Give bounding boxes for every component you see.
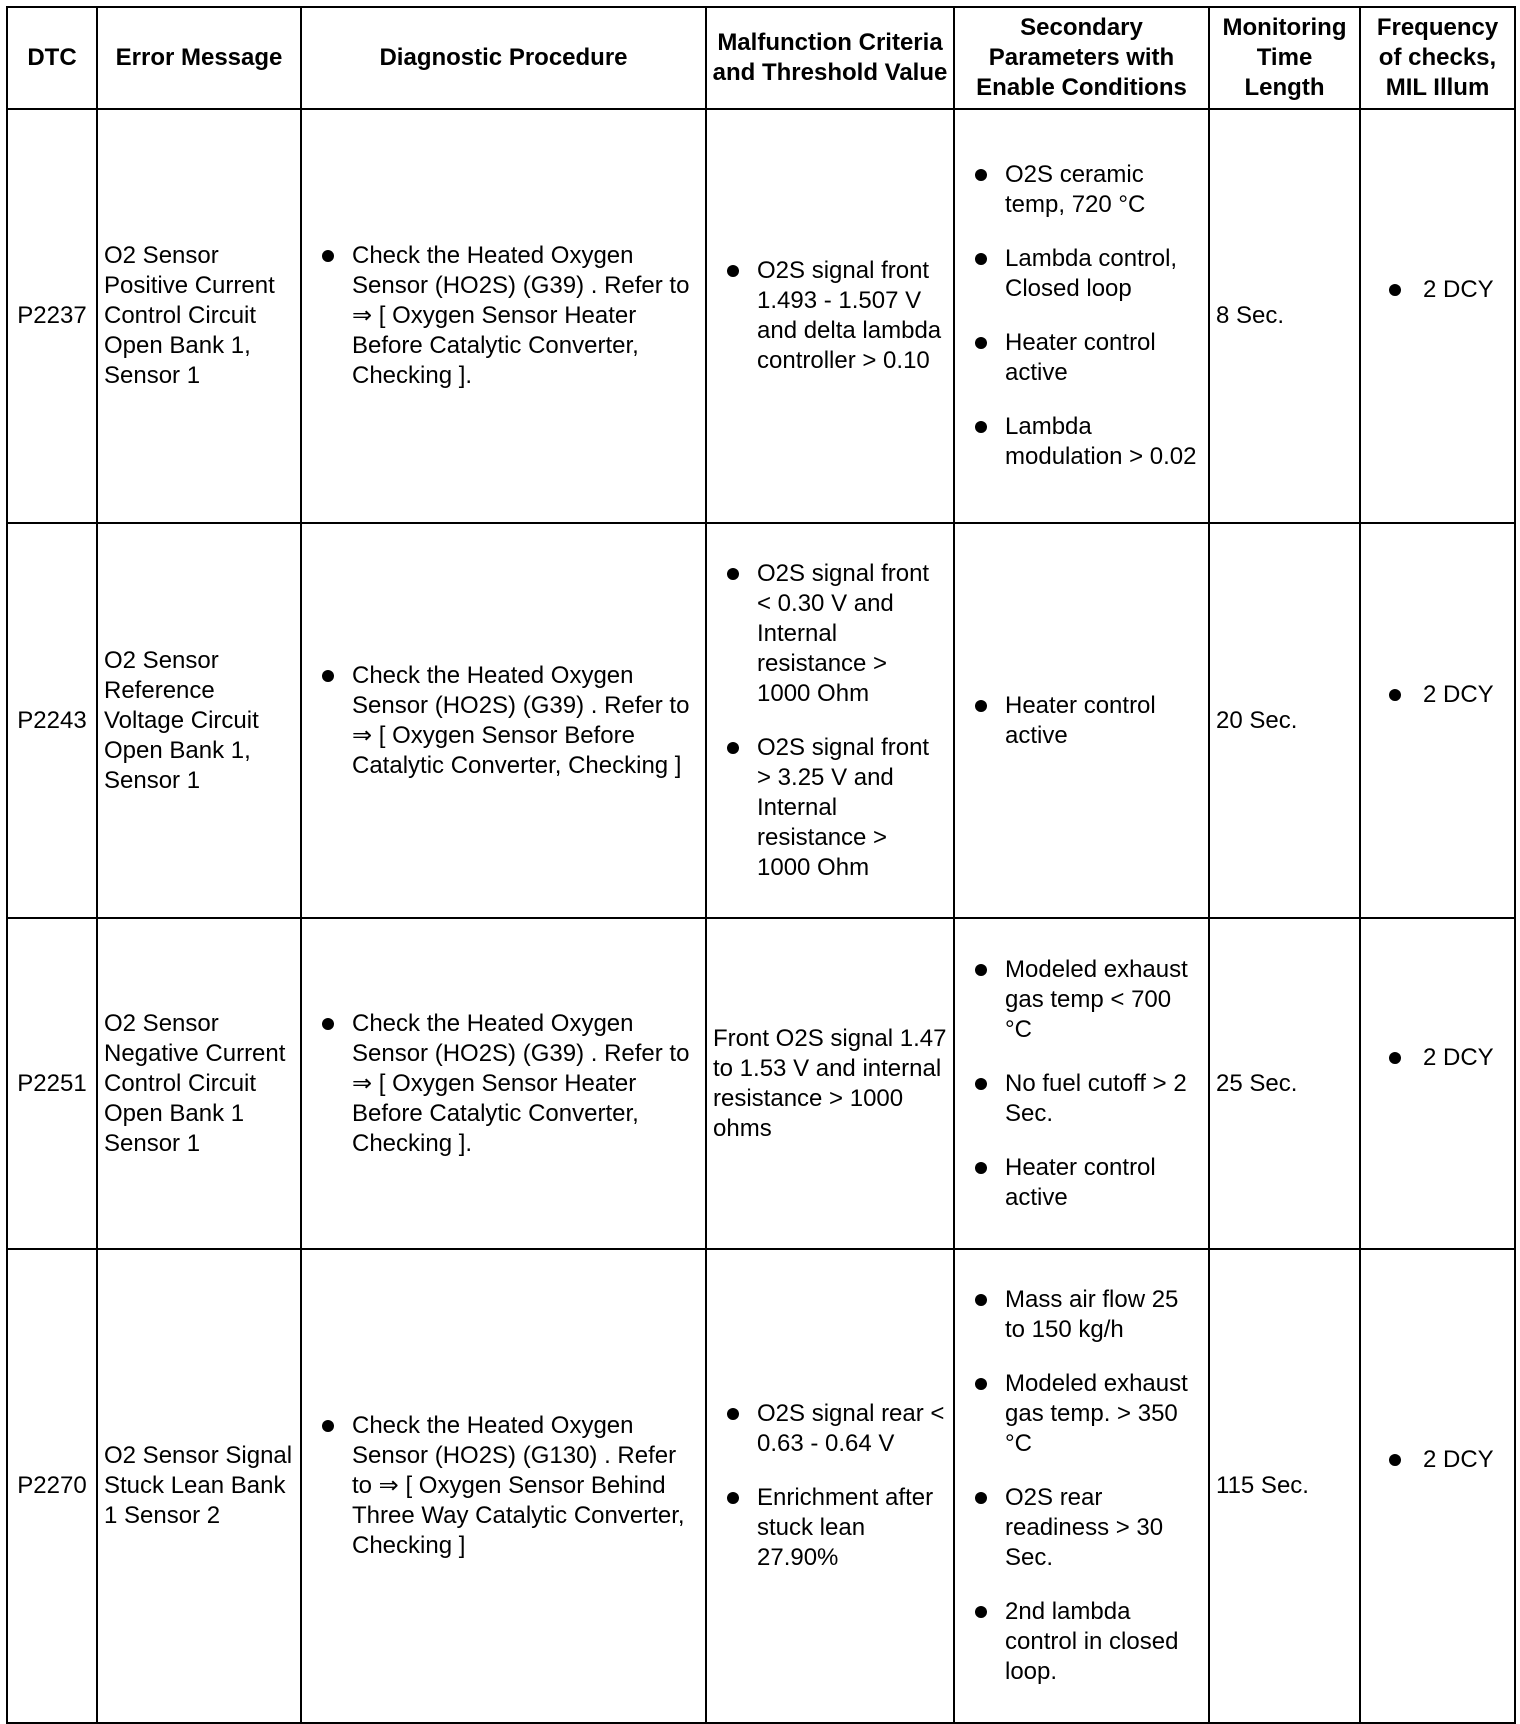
error-message: O2 Sensor Negative Current Control Circuit Open Bank 1 Sensor 1 [97,918,301,1249]
malfunction-criteria [706,523,954,918]
bullet-icon [322,250,334,262]
frequency [1360,523,1515,918]
header-row [7,7,1515,109]
bullet-text: Mass air flow 25 to 150 kg/h [1005,1286,1179,1343]
header-monitoring-time: Monitoring Time Length [1209,7,1360,109]
bullet-icon [975,700,987,712]
bullet-text: Heater control active [1005,329,1156,386]
frequency [1360,918,1515,1249]
error-message: O2 Sensor Signal Stuck Lean Bank 1 Sensor 2 [97,1249,301,1723]
bullet-icon [322,670,334,682]
header-malfunction-criteria: Malfunction Criteria and Threshold Value [706,7,954,109]
bullet-icon [727,742,739,754]
bullet-icon [975,253,987,265]
bullet-icon [1389,1454,1401,1466]
bullet-icon [975,1294,987,1306]
bullet-icon [1389,1052,1401,1064]
bullet-list [308,1009,699,1159]
bullet-item [961,1369,1202,1459]
bullet-icon [975,421,987,433]
bullet-text: Enrichment after stuck lean 27.90% [757,1484,934,1571]
header-frequency: Frequency of checks, MIL Illum [1360,7,1515,109]
bullet-text: Check the Heated Oxygen Sensor (HO2S) (G39) . Refer to ⇒ [ Oxygen Sensor Heater Before Catalytic Converter, Checking ]. [352,1009,690,1157]
bullet-item [713,256,947,376]
table-row [7,1249,1515,1723]
bullet-list [1367,680,1508,710]
bullet-list [961,160,1202,472]
bullet-item [713,1483,947,1573]
header-secondary-parameters: Secondary Parameters with Enable Conditions [954,7,1209,109]
table-row [7,109,1515,523]
bullet-item [1367,275,1508,305]
bullet-item [961,244,1202,304]
secondary-parameters [954,109,1209,523]
dtc-code: P2243 [7,523,97,918]
error-message: O2 Sensor Positive Current Control Circuit Open Bank 1, Sensor 1 [97,109,301,523]
table-row [7,918,1515,1249]
bullet-list [308,661,699,781]
bullet-icon [975,1378,987,1390]
bullet-list [1367,1445,1508,1475]
secondary-parameters [954,523,1209,918]
diagnostic-procedure [301,523,706,918]
bullet-item [961,160,1202,220]
bullet-text: 2nd lambda control in closed loop. [1005,1598,1179,1685]
bullet-text: O2S signal front 1.493 - 1.507 V and delta lambda controller > 0.10 [757,257,942,374]
bullet-item [961,1597,1202,1687]
bullet-text: O2S signal rear < 0.63 - 0.64 V [757,1400,945,1457]
bullet-text: Check the Heated Oxygen Sensor (HO2S) (G39) . Refer to ⇒ [ Oxygen Sensor Heater Before Catalytic Converter, Checking ]. [352,242,690,389]
bullet-icon [727,568,739,580]
bullet-list [713,1399,947,1573]
bullet-item [1367,1043,1508,1073]
bullet-text: O2S signal front > 3.25 V and Internal resistance > 1000 Ohm [757,733,930,881]
bullet-item [308,241,699,391]
bullet-icon [975,1492,987,1504]
bullet-item [961,1483,1202,1573]
bullet-text: Check the Heated Oxygen Sensor (HO2S) (G39) . Refer to ⇒ [ Oxygen Sensor Before Catalytic Converter, Checking ] [352,661,690,779]
malfunction-criteria [706,1249,954,1723]
monitoring-time: 20 Sec. [1209,523,1360,918]
bullet-item [961,412,1202,472]
bullet-icon [975,1078,987,1090]
bullet-list [713,559,947,883]
bullet-text: No fuel cutoff > 2 Sec. [1005,1069,1187,1127]
bullet-icon [322,1018,334,1030]
bullet-list [713,256,947,376]
bullet-item [961,1285,1202,1345]
bullet-list [308,1411,699,1561]
bullet-icon [975,1606,987,1618]
bullet-item [713,559,947,709]
bullet-text: Check the Heated Oxygen Sensor (HO2S) (G130) . Refer to ⇒ [ Oxygen Sensor Behind Three Way Catalytic Converter, Checking ] [352,1412,685,1559]
bullet-item [308,661,699,781]
bullet-text: O2S ceramic temp, 720 °C [1005,161,1146,218]
bullet-item [961,1069,1202,1129]
bullet-icon [975,1162,987,1174]
diagnostic-procedure [301,109,706,523]
bullet-icon [975,169,987,181]
bullet-icon [1389,689,1401,701]
header-dtc: DTC [7,7,97,109]
frequency [1360,109,1515,523]
dtc-table [6,6,1516,1724]
bullet-item [961,1153,1202,1213]
bullet-list [961,955,1202,1213]
bullet-icon [727,265,739,277]
bullet-item [713,1399,947,1459]
bullet-text: O2S signal front < 0.30 V and Internal resistance > 1000 Ohm [757,559,930,707]
monitoring-time: 8 Sec. [1209,109,1360,523]
bullet-icon [727,1408,739,1420]
bullet-icon [975,337,987,349]
secondary-parameters [954,1249,1209,1723]
bullet-list [961,1285,1202,1687]
dtc-code: P2237 [7,109,97,523]
error-message: O2 Sensor Reference Voltage Circuit Open Bank 1, Sensor 1 [97,523,301,918]
malfunction-criteria [706,109,954,523]
bullet-text: 2 DCY [1423,276,1494,303]
malfunction-criteria: Front O2S signal 1.47 to 1.53 V and internal resistance > 1000 ohms [706,918,954,1249]
bullet-icon [727,1492,739,1504]
bullet-list [1367,275,1508,305]
bullet-text: 2 DCY [1423,1043,1494,1071]
bullet-item [713,733,947,883]
bullet-list [1367,1043,1508,1073]
bullet-icon [975,964,987,976]
header-error-message: Error Message [97,7,301,109]
bullet-text: Heater control active [1005,691,1156,749]
bullet-item [308,1009,699,1159]
bullet-text: 2 DCY [1423,1446,1494,1473]
bullet-text: Lambda modulation > 0.02 [1005,413,1197,470]
diagnostic-procedure [301,918,706,1249]
bullet-list [308,241,699,391]
bullet-item [1367,680,1508,710]
bullet-item [308,1411,699,1561]
frequency [1360,1249,1515,1723]
bullet-item [961,691,1202,751]
diagnostic-procedure [301,1249,706,1723]
bullet-list [961,691,1202,751]
bullet-text: 2 DCY [1423,680,1494,708]
bullet-text: Lambda control, Closed loop [1005,245,1178,302]
dtc-code: P2270 [7,1249,97,1723]
secondary-parameters [954,918,1209,1249]
header-diagnostic-procedure: Diagnostic Procedure [301,7,706,109]
bullet-text: Heater control active [1005,1153,1156,1211]
table-row [7,523,1515,918]
bullet-item [961,955,1202,1045]
bullet-text: Modeled exhaust gas temp. > 350 °C [1005,1370,1188,1457]
monitoring-time: 115 Sec. [1209,1249,1360,1723]
bullet-icon [1389,284,1401,296]
bullet-item [961,328,1202,388]
monitoring-time: 25 Sec. [1209,918,1360,1249]
bullet-icon [322,1420,334,1432]
dtc-code: P2251 [7,918,97,1249]
bullet-text: Modeled exhaust gas temp < 700 °C [1005,955,1188,1043]
bullet-text: O2S rear readiness > 30 Sec. [1005,1484,1164,1571]
bullet-item [1367,1445,1508,1475]
